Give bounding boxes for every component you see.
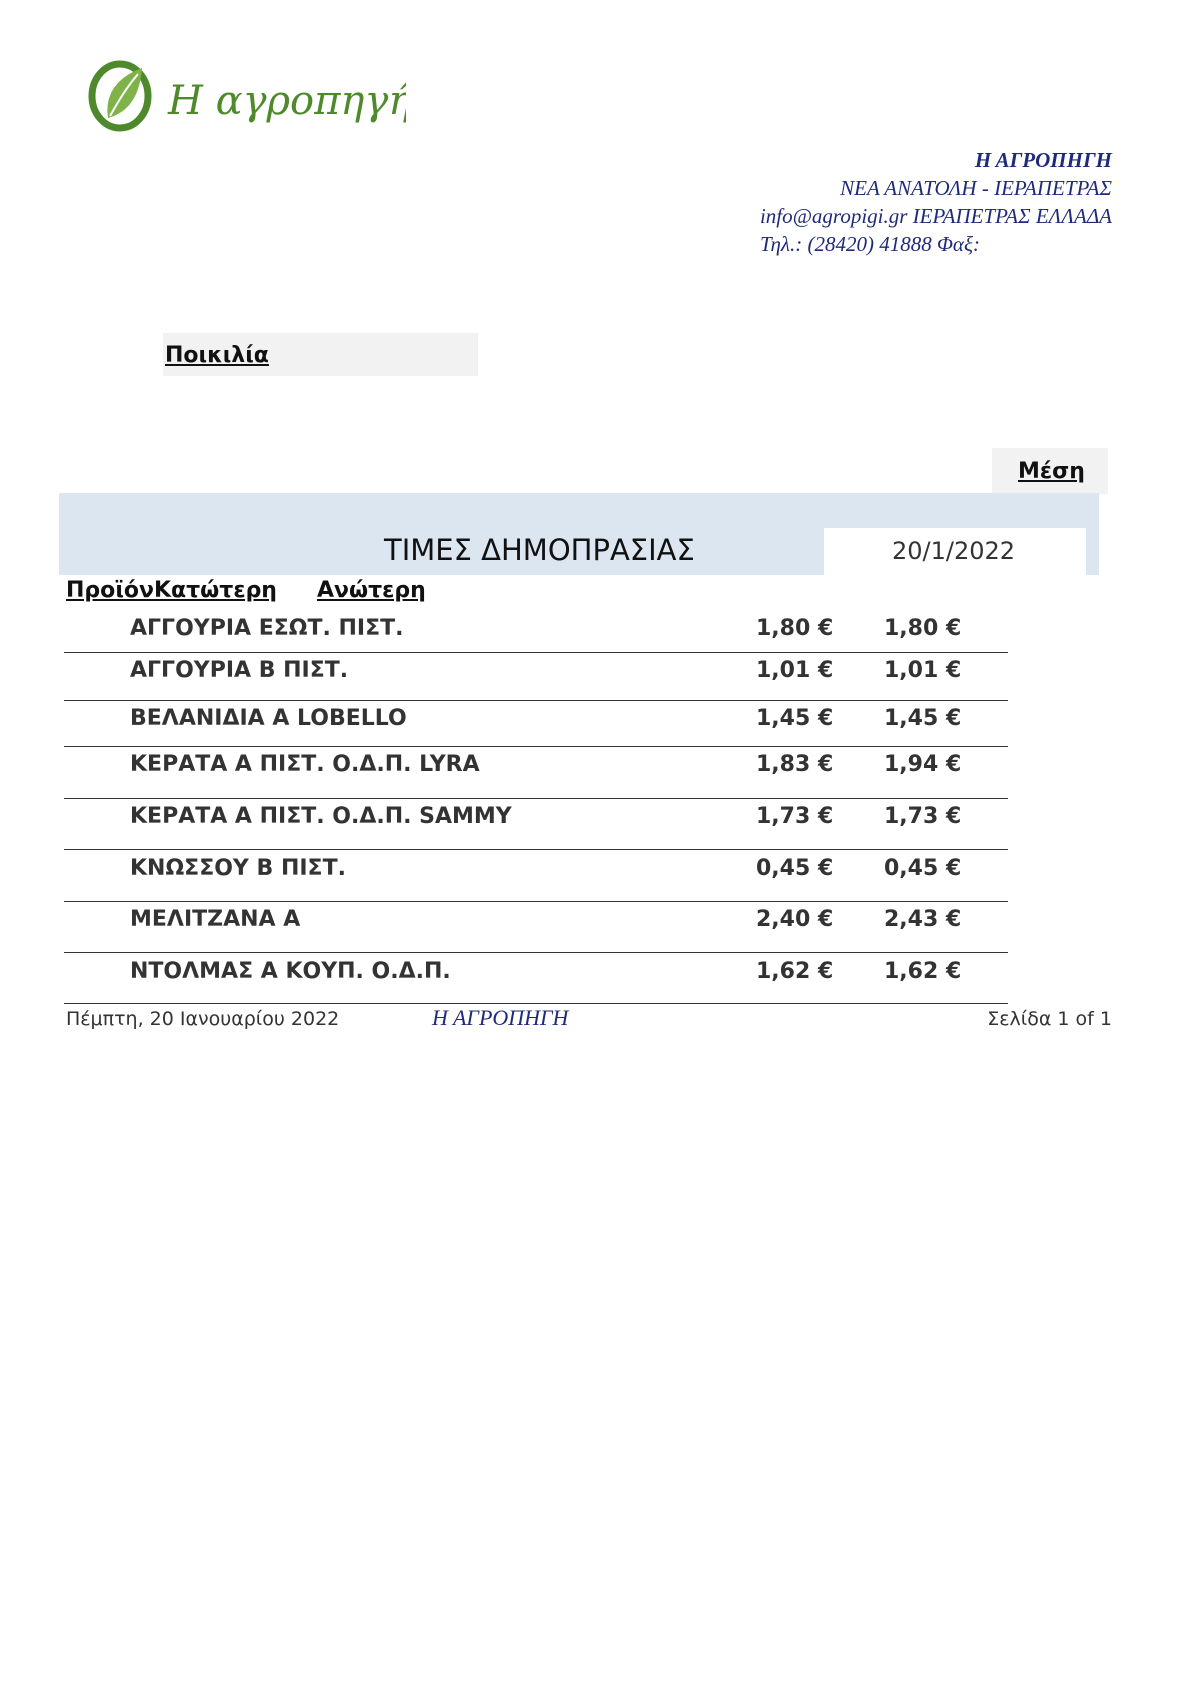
product-name: ΑΓΓΟΥΡΙΑ Β ΠΙΣΤ. bbox=[130, 658, 349, 683]
table-row bbox=[0, 658, 1200, 698]
product-name: ΚΕΡΑΤΑ Α ΠΙΣΤ. Ο.Δ.Π. SAMMY bbox=[130, 804, 512, 829]
footer-page-number: Σελίδα 1 of 1 bbox=[987, 1008, 1112, 1030]
row-divider bbox=[64, 746, 1008, 747]
footer-company: Η ΑΓΡΟΠΗΓΗ bbox=[432, 1005, 569, 1030]
product-name: ΚΝΩΣΣΟΥ Β ΠΙΣΤ. bbox=[130, 856, 346, 881]
low-price: 1,80 € bbox=[756, 616, 834, 641]
row-divider bbox=[64, 700, 1008, 701]
table-row bbox=[0, 616, 1200, 656]
product-name: ΑΓΓΟΥΡΙΑ ΕΣΩΤ. ΠΙΣΤ. bbox=[130, 616, 404, 641]
table-row bbox=[0, 706, 1200, 746]
table-row bbox=[0, 752, 1200, 792]
company-name: Η ΑΓΡΟΠΗΓΗ bbox=[974, 148, 1112, 172]
low-price: 1,73 € bbox=[756, 804, 834, 829]
footer-date: Πέμπτη, 20 Ιανουαρίου 2022 bbox=[66, 1008, 340, 1030]
table-row bbox=[0, 959, 1200, 999]
high-price: 1,45 € bbox=[884, 706, 962, 731]
high-price: 1,73 € bbox=[884, 804, 962, 829]
report-date: 20/1/2022 bbox=[892, 537, 1016, 565]
row-divider bbox=[64, 1003, 1008, 1004]
leaf-circle-logo-icon bbox=[86, 56, 406, 146]
product-name: ΒΕΛΑΝΙΔΙΑ Α LOBELLO bbox=[130, 706, 407, 731]
low-price: 1,01 € bbox=[756, 658, 834, 683]
company-location: ΝΕΑ ΑΝΑΤΟΛΗ - ΙΕΡΑΠΕΤΡΑΣ bbox=[840, 176, 1112, 200]
row-divider bbox=[64, 952, 1008, 953]
variety-label: Ποικιλία bbox=[165, 343, 269, 368]
high-price: 1,01 € bbox=[884, 658, 962, 683]
column-product: Προϊόν bbox=[66, 578, 154, 603]
company-email-line: info@agropigi.gr ΙΕΡΑΠΕΤΡΑΣ ΕΛΛΑΔΑ bbox=[759, 204, 1112, 228]
table-row bbox=[0, 907, 1200, 947]
product-name: ΚΕΡΑΤΑ Α ΠΙΣΤ. Ο.Δ.Π. LYRA bbox=[130, 752, 480, 777]
row-divider bbox=[64, 652, 1008, 653]
row-divider bbox=[64, 798, 1008, 799]
table-row bbox=[0, 804, 1200, 844]
high-price: 1,62 € bbox=[884, 959, 962, 984]
company-info bbox=[760, 146, 1112, 258]
product-name: ΝΤΟΛΜΑΣ Α ΚΟΥΠ. Ο.Δ.Π. bbox=[130, 959, 451, 984]
report-title: ΤΙΜΕΣ ΔΗΜΟΠΡΑΣΙΑΣ bbox=[384, 533, 695, 567]
row-divider bbox=[64, 901, 1008, 902]
table-row bbox=[0, 856, 1200, 896]
company-phone-line: Τηλ.: (28420) 41888 Φαξ: bbox=[759, 232, 980, 256]
row-divider bbox=[64, 849, 1008, 850]
low-price: 1,45 € bbox=[756, 706, 834, 731]
column-headers bbox=[66, 578, 426, 603]
high-price: 2,43 € bbox=[884, 907, 962, 932]
high-price: 0,45 € bbox=[884, 856, 962, 881]
logo-wordmark: Η αγροπηγή bbox=[168, 78, 406, 124]
column-low: Κατώτερη bbox=[153, 578, 277, 603]
high-price: 1,80 € bbox=[884, 616, 962, 641]
company-logo bbox=[86, 56, 406, 146]
low-price: 1,83 € bbox=[756, 752, 834, 777]
low-price: 0,45 € bbox=[756, 856, 834, 881]
low-price: 1,62 € bbox=[756, 959, 834, 984]
product-name: ΜΕΛΙΤΖΑΝΑ Α bbox=[130, 907, 301, 932]
column-high: Ανώτερη bbox=[316, 578, 426, 603]
low-price: 2,40 € bbox=[756, 907, 834, 932]
mean-label: Μέση bbox=[1018, 459, 1085, 484]
high-price: 1,94 € bbox=[884, 752, 962, 777]
